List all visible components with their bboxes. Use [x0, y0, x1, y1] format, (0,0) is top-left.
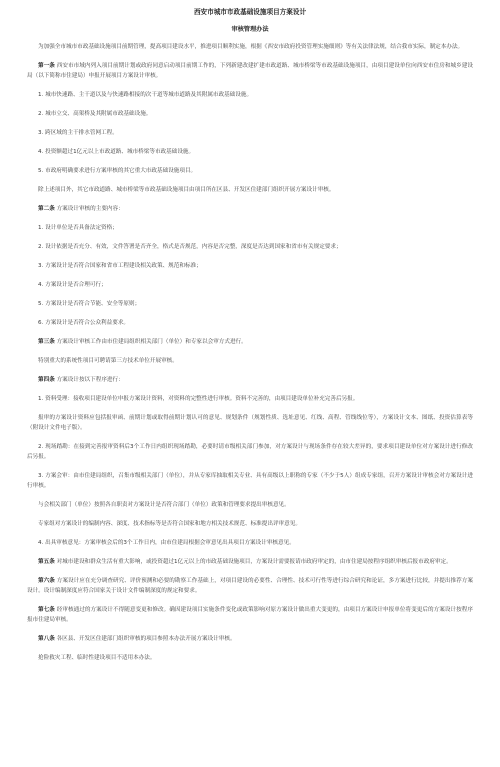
paragraph [27, 394, 473, 404]
paragraph-text: 4. 方案设计是否合理可行； [38, 282, 107, 288]
paragraph-text: 除上述项目外，其它市政道路、城市桥梁等市政基础设施项目由项目所在区县、开发区住建部门组织开展方案设计审核。 [38, 187, 335, 193]
paragraph [27, 90, 473, 100]
article-paragraph [27, 204, 473, 214]
paragraph [27, 318, 473, 328]
paragraph-text: 6. 方案设计是否符合公众利益要求。 [38, 320, 130, 326]
paragraph-text: 1. 资料受理：接收项目建设单位申报方案设计资料，对资料的完整性进行审核。资料不完善的，由项目建设单位补充完善后另报。 [38, 396, 359, 402]
paragraph-text: 5. 方案设计是否符合节能、安全等原则； [38, 301, 141, 307]
paragraph-text: 4. 投资额超过1亿元以上市政道路、城市桥梁等市政基础设施。 [38, 149, 195, 155]
paragraph-text: 方案设计按以下程序进行： [56, 377, 124, 383]
article-paragraph [27, 557, 473, 567]
article-paragraph [27, 61, 473, 81]
paragraph [27, 500, 473, 510]
document-subtitle: 审核管理办法 [231, 26, 269, 33]
article-paragraph [27, 605, 473, 625]
paragraph [27, 538, 473, 548]
article-label: 第七条 [38, 607, 55, 613]
paragraph [27, 413, 473, 433]
paragraph [27, 299, 473, 309]
paragraph-text: 1. 城市快速路、主干道以及与快速路相接的次干道等城市道路及其附属市政基础设施。 [38, 92, 253, 98]
paragraph [27, 109, 473, 119]
paragraph [27, 166, 473, 176]
article-paragraph [27, 576, 473, 596]
paragraph-text: 西安市市域内列入项目前期计划或政府同意启动项目前期工作的，下列新建改建扩建市政道路、城市桥梁等市政基础设施项目，由项目建设单位向西安市住房和城乡建设局（以下简称市住建局）申报开展项目方案设计审核。 [27, 63, 473, 79]
paragraph-text: 报审的方案设计资料应包括报审函、前期计划或取得前期计划认可的意见、规划条件（规划性质、选址意见、红线、高程、管线线位等），方案设计文本、图纸、投资估算表等（附设计文件电子版）。 [27, 415, 473, 431]
document-title: 西安市城市市政基础设施项目方案设计 [193, 8, 307, 16]
paragraph [27, 128, 473, 138]
article-label: 第二条 [38, 206, 55, 212]
paragraph [27, 280, 473, 290]
paragraph-text: 3. 跨区域的主干排水管网工程。 [38, 130, 118, 136]
paragraph-text: 5. 市政府明确要求进行方案审核的其它重大市政基础设施项目。 [38, 168, 197, 174]
article-label: 第三条 [38, 339, 55, 345]
paragraph-text: 3. 方案会审：由市住建局组织，召集市级相关部门（单位），并从专家库抽取相关专业、具有高级以上职称的专家（不少于5人）组成专家组，召开方案设计审核会对方案设计进行审核。 [27, 473, 473, 489]
article-label: 第一条 [38, 63, 55, 69]
paragraph [27, 185, 473, 195]
paragraph-text: 特别重大的系统性项目可聘请第三方技术单位开展审核。 [38, 358, 178, 364]
paragraph [27, 223, 473, 233]
paragraph [27, 519, 473, 529]
paragraph-text: 1. 设计单位是否具备法定资格； [38, 225, 118, 231]
paragraph-text: 方案设计应在充分调查研究、评价预测和必要的勘察工作基础上，对项目建设的必要性、合理性、技术可行性等进行综合研究和论证，多方案进行比较，并提出推荐方案设计。设计编制深度应符合国家关于设计文件编制深度的规定和要求。 [27, 578, 473, 594]
paragraph [27, 653, 473, 663]
document-body [27, 42, 473, 663]
paragraph [27, 42, 473, 52]
paragraph-text: 专家组对方案设计的编制内容、深度、技术指标等是否符合国家和地方相关技术规范、标准提出评审意见。 [38, 521, 301, 527]
paragraph [27, 442, 473, 462]
paragraph [27, 471, 473, 491]
paragraph-text: 与会相关部门（单位）按照各自职责对方案设计是否符合部门（单位）政策和管理要求提出审核意见。 [38, 502, 290, 508]
paragraph-text: 各区县、开发区住建部门组织审核的项目参照本办法开展方案设计审核。 [56, 636, 236, 642]
paragraph-text: 2. 现场踏勘：在接到完善报审资料后3个工作日内组织现场踏勘，必要时请市级相关部门参加，对方案设计与现场条件存在较大差异的，要求项目建设单位对方案设计进行修改后另报。 [27, 444, 473, 460]
paragraph-text: 3. 方案设计是否符合国家和省市工程建设相关政策、规范和标准； [38, 263, 202, 269]
article-paragraph [27, 634, 473, 644]
paragraph-text: 方案设计审核的主要内容： [56, 206, 124, 212]
paragraph-text: 对城市建设和群众生活有重大影响，或投资超过1亿元以上的市政基础设施项目，方案设计需要报请市政府审定的，由市住建局按程序组织审核后报市政府审定。 [56, 559, 452, 565]
article-paragraph [27, 375, 473, 385]
paragraph-text: 方案设计审核工作由市住建局组织相关部门（单位）和专家以会审方式进行。 [56, 339, 247, 345]
paragraph [27, 147, 473, 157]
paragraph-text: 为加强全市城市市政基础设施项目前期管理，提高项目建设水平，推进项目顺利实施，根据《西安市政府投资管理实施细则》等有关法律法规，结合我市实际，制定本办法。 [38, 44, 464, 50]
paragraph-text: 抢险救灾工程、临时性建设项目不适用本办法。 [38, 655, 156, 661]
article-label: 第五条 [38, 559, 55, 565]
paragraph [27, 242, 473, 252]
paragraph-text: 4. 出具审核意见：方案审核会后的3个工作日内，由市住建局根据会审意见出具项目方案设计审核意见。 [38, 540, 295, 546]
paragraph-text: 2. 设计依据是否充分、有效，文件答署是否齐全，格式是否规范，内容是否完整，深度是否达到国家和省市有关规定要求； [38, 244, 342, 250]
article-label: 第六条 [38, 578, 55, 584]
article-paragraph [27, 337, 473, 347]
article-label: 第八条 [38, 636, 55, 642]
article-label: 第四条 [38, 377, 55, 383]
paragraph [27, 261, 473, 271]
paragraph-text: 经审核通过的方案设计不得随意变更和修改。确因建设项目实施条件变化或政策影响对原方案设计做出重大变更的，由项目方案设计申报单位将变更后的方案设计按程序报市住建局审核。 [27, 607, 473, 623]
paragraph-text: 2. 城市立交、高架桥及其附属市政基础设施。 [38, 111, 152, 117]
paragraph [27, 356, 473, 366]
